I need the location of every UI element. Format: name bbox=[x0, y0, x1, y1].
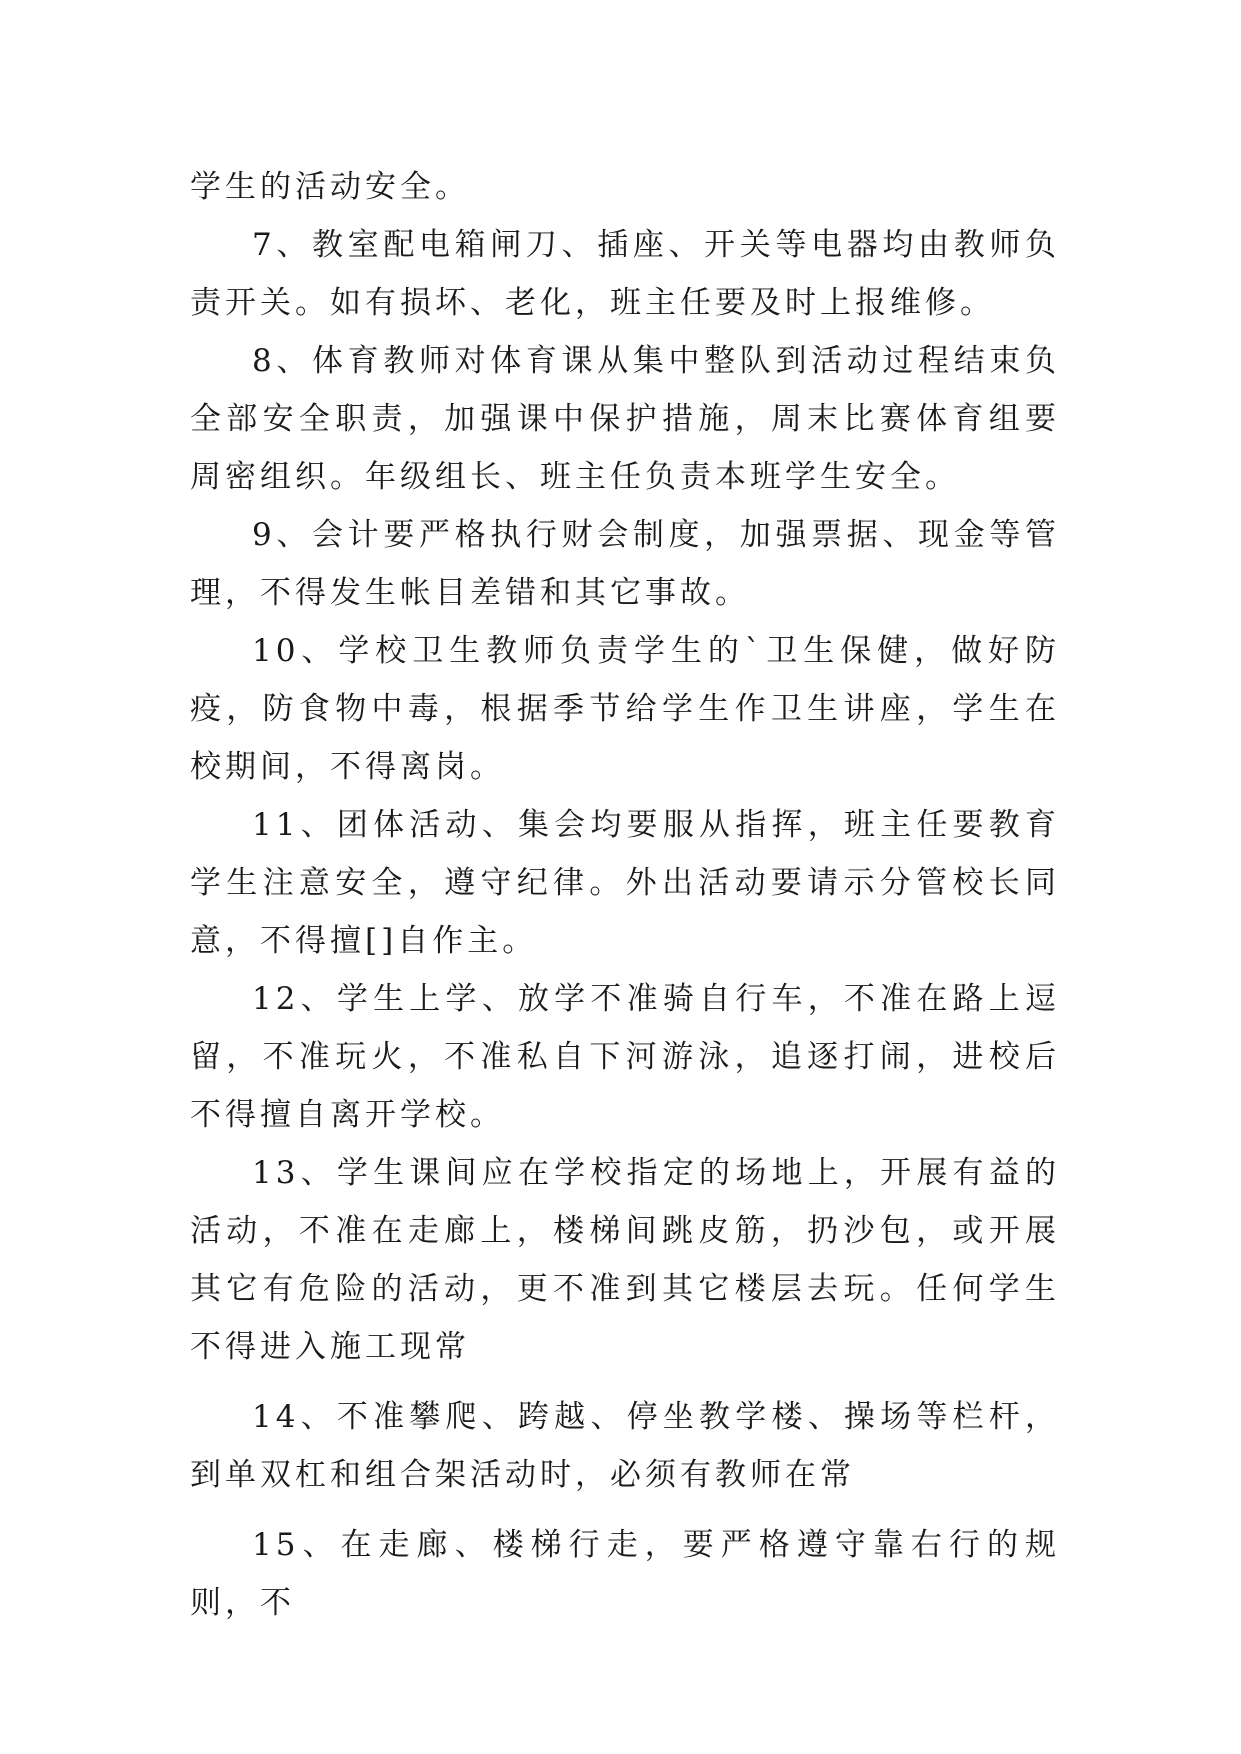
paragraph-item-15: 15、在走廊、楼梯行走，要严格遵守靠右行的规则，不 bbox=[190, 1527, 1060, 1621]
paragraph-item-12: 12、学生上学、放学不准骑自行车，不准在路上逗留，不准玩火，不准私自下河游泳，追逐打闹，进校后不得擅自离开学校。 bbox=[190, 981, 1060, 1133]
paragraph-item-10: 10、学校卫生教师负责学生的`卫生保健，做好防疫，防食物中毒，根据季节给学生作卫生讲座，学生在校期间，不得离岗。 bbox=[190, 633, 1060, 785]
paragraph-item-8: 8、体育教师对体育课从集中整队到活动过程结束负全部安全职责，加强课中保护措施，周末比赛体育组要周密组织。年级组长、班主任负责本班学生安全。 bbox=[190, 343, 1060, 495]
paragraph-item-9: 9、会计要严格执行财会制度，加强票据、现金等管理，不得发生帐目差错和其它事故。 bbox=[190, 517, 1060, 611]
paragraph-item-13: 13、学生课间应在学校指定的场地上，开展有益的活动，不准在走廊上，楼梯间跳皮筋，扔沙包，或开展其它有危险的活动，更不准到其它楼层去玩。任何学生不得进入施工现常 bbox=[190, 1155, 1060, 1365]
paragraph-item-14: 14、不准攀爬、跨越、停坐教学楼、操场等栏杆，到单双杠和组合架活动时，必须有教师在常 bbox=[190, 1399, 1060, 1493]
paragraph-item-11: 11、团体活动、集会均要服从指挥，班主任要教育学生注意安全，遵守纪律。外出活动要请示分管校长同意，不得擅[]自作主。 bbox=[190, 807, 1060, 959]
document-body bbox=[190, 158, 1060, 1632]
paragraph-1: 学生的活动安全。 bbox=[190, 169, 470, 205]
paragraph-item-7: 7、教室配电箱闸刀、插座、开关等电器均由教师负责开关。如有损坏、老化，班主任要及时上报维修。 bbox=[190, 227, 1060, 321]
